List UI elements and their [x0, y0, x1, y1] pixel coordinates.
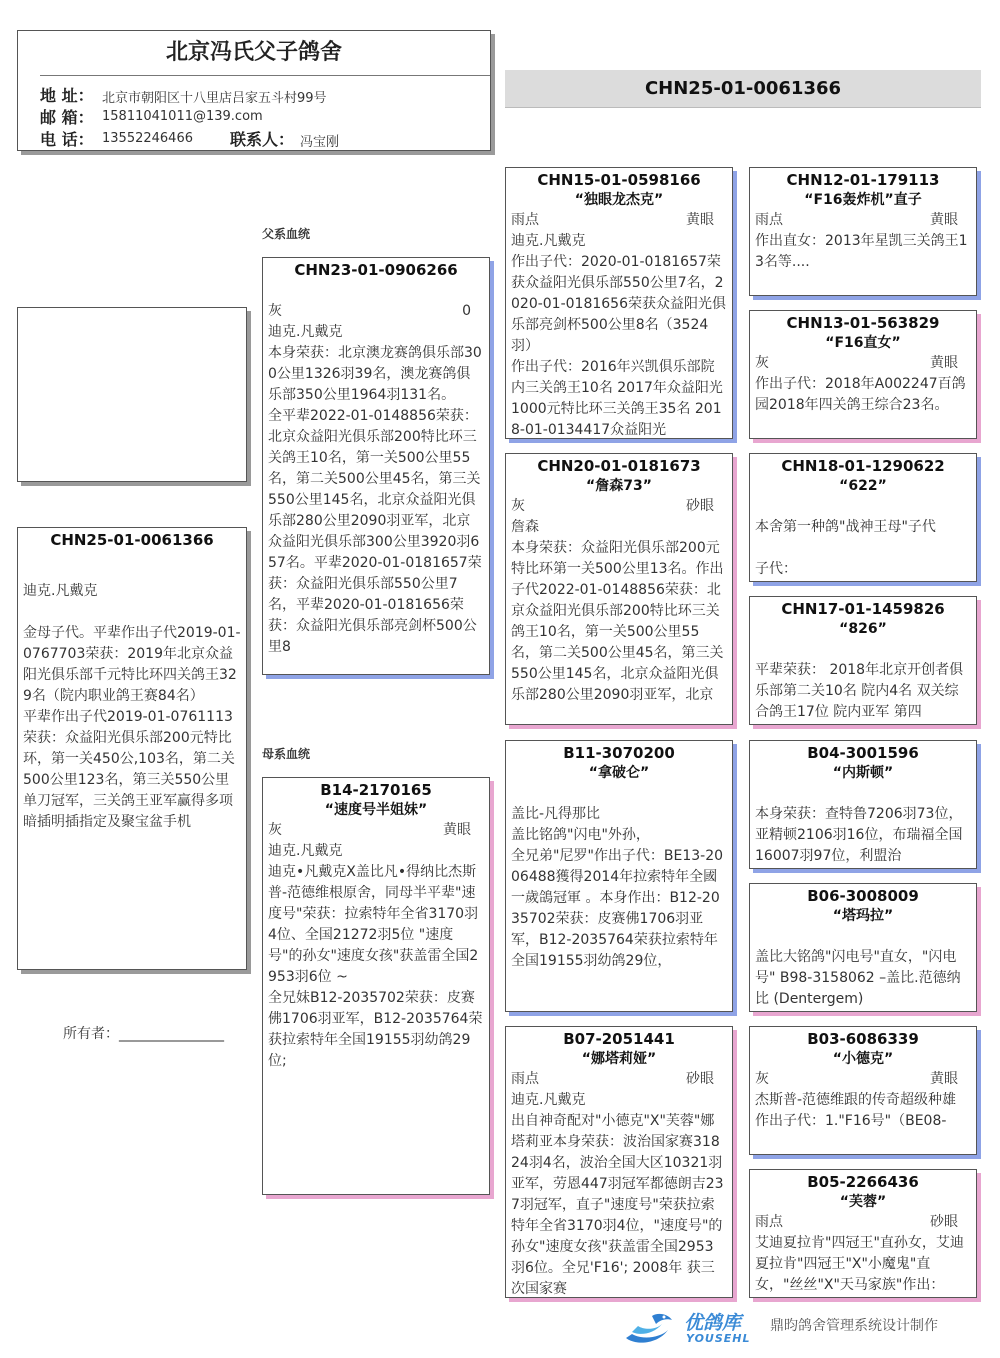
- ss-color: 雨点: [511, 212, 539, 228]
- dss-notes: 本身荣获：查特鲁7206羽73位，亚精顿2106羽16位，布瑞福全国16007羽97位，利盟治: [755, 806, 963, 864]
- sire-sire-card[interactable]: [505, 167, 733, 439]
- ddd-card[interactable]: [749, 1169, 977, 1298]
- ss-ring: CHN15-01-0598166: [537, 171, 701, 189]
- dd-color-eye: [506, 1069, 732, 1090]
- phone-value: 13552246466: [102, 131, 193, 146]
- sire-card[interactable]: [262, 257, 490, 675]
- loft-info-card: [17, 30, 491, 151]
- sd-name: “詹森73”: [586, 478, 652, 494]
- dd-notes: 出自神奇配对"小德克"X"芙蓉"娜塔莉亚本身荣获：波治国家赛31824羽4名，波治全国大区10321羽亚军，劳恩447羽冠军都德朗吉237羽冠军，直子"速度号"荣获拉索特年全省3170羽4位，"速度号"的孙女"速度女孩"获盖雷全国2953羽6位。全兄'F16'; 2008年 获三次国家赛: [511, 1113, 724, 1297]
- dd-ring: B07-2051441: [563, 1030, 675, 1048]
- sds-notes-1: 本舍第一种鸽"战神王母"子代: [755, 519, 936, 535]
- sdd-ring: CHN17-01-1459826: [781, 600, 945, 618]
- sds-name: “622”: [839, 478, 887, 494]
- yousehl-logo-icon: [618, 1308, 678, 1348]
- address-label: 地 址：: [40, 86, 94, 105]
- sire-notes: 本身荣获：北京澳龙赛鸽俱乐部300公里1326羽39名，澳龙赛鸽俱乐部350公里1964羽131名。 全平辈2022-01-0148856荣获：北京众益阳光俱乐部200特比环三关鸽王10名，第一关500公里55名，第二关500公里45名，第三关550公里145名，北京众益阳光俱乐部280公里2090羽亚军，北京众益阳光俱乐部300公里3920羽657名。平辈2020-01-0181657荣获：众益阳光俱乐部550公里7名，平辈2020-01-0181656荣获：众益阳光俱乐部亮剑杯500公里8: [268, 345, 482, 655]
- sd-color: 灰: [511, 498, 525, 514]
- phone-label: 电 话：: [40, 130, 94, 149]
- pigeon-id-banner: CHN25-01-0061366: [505, 70, 981, 108]
- ds-ring: B11-3070200: [563, 744, 675, 762]
- ddd-color: 雨点: [755, 1214, 783, 1230]
- sds-notes-2: 子代：: [755, 561, 797, 577]
- ds-name: “拿破仑”: [588, 765, 650, 781]
- sdd-name: “826”: [839, 621, 887, 637]
- dd-eye: 砂眼: [686, 1071, 714, 1087]
- footer-credit: 鼎昀鸽舍管理系统设计制作: [770, 1318, 938, 1334]
- subject-card[interactable]: [17, 527, 247, 970]
- sire-ring: CHN23-01-0906266: [294, 261, 458, 279]
- dds-color: 灰: [755, 1071, 769, 1087]
- sd-ring: CHN20-01-0181673: [537, 457, 701, 475]
- sd-notes: 本身荣获：众益阳光俱乐部200元特比环第一关500公里13名。作出子代2022-01-0148856荣获：北京众益阳光俱乐部200特比环三关鸽王10名，第一关500公里55名，第二关500公里45名，第三关550公里145名，北京众益阳光俱乐部280公里2090羽亚军，北京: [511, 540, 724, 703]
- ddd-notes: 艾迪夏拉肯"四冠王"直孙女，艾迪夏拉肯"四冠王"X"小魔鬼"直女，"丝丝"X"天马家族"作出：: [755, 1235, 964, 1293]
- dds-name: “小德克”: [832, 1051, 894, 1067]
- sss-card[interactable]: [749, 167, 977, 296]
- dam-dam-card[interactable]: [505, 1026, 733, 1298]
- dss-name: “内斯顿”: [832, 765, 894, 781]
- sds-card[interactable]: [749, 453, 977, 582]
- dam-eye: 黄眼: [443, 822, 471, 838]
- sds-ring: CHN18-01-1290622: [781, 457, 945, 475]
- ssd-name: “F16直女”: [825, 335, 901, 351]
- sss-ring: CHN12-01-179113: [786, 171, 940, 189]
- ssd-notes: 作出子代：2018年A002247百鸽园2018年四关鸽王综合23名。: [755, 376, 966, 413]
- dd-strain: 迪克.凡戴克: [511, 1092, 586, 1108]
- ss-color-eye: [506, 210, 732, 231]
- dss-ring: B04-3001596: [807, 744, 919, 762]
- dam-ring: B14-2170165: [320, 781, 432, 799]
- subject-notes: 金母子代。平辈作出子代2019-01-0767703荣获：2019年北京众益阳光俱乐部千元特比环四关鸽王329名（院内职业鸽王赛84名） 平辈作出子代2019-01-0761113荣获：众益阳光俱乐部200元特比环，第一关450公,103名，第二关500公里123名，第三关550公里单刀冠军，三关鸽王亚军赢得多项暗插明插指定及聚宝盆手机: [23, 625, 241, 830]
- sire-line-label: 父系血统: [262, 227, 311, 241]
- sire-color: 灰: [268, 303, 282, 319]
- ss-eye: 黄眼: [686, 212, 714, 228]
- ssd-color: 灰: [755, 355, 769, 371]
- dds-notes: 杰斯普-范德维跟的传奇超级种雄 作出子代：1."F16号"（BE08-: [755, 1092, 957, 1129]
- dam-card[interactable]: [262, 777, 490, 1195]
- ddd-name: “芙蓉”: [839, 1194, 887, 1210]
- dsd-name: “塔玛拉”: [832, 908, 894, 924]
- dds-card[interactable]: [749, 1026, 977, 1155]
- sd-eye: 砂眼: [686, 498, 714, 514]
- dam-line-label: 母系血统: [262, 747, 311, 761]
- ssd-card[interactable]: [749, 310, 977, 439]
- dam-strain: 迪克.凡戴克: [268, 843, 343, 859]
- ds-notes: 盖比铭鸽"闪电"外孙， 全兄弟"尼罗"作出子代：BE13-2006488獲得2014年拉索特年全國一歲鴿冠軍 。本身作出：B12-2035702荣获：皮赛佛1706羽亚军，B12-2035764荣获拉索特年全国19155羽幼鸽29位，: [511, 827, 724, 969]
- dds-color-eye: [750, 1069, 976, 1090]
- dsd-notes: 盖比大铭鸽"闪电号"直女，"闪电号" B98-3158062 –盖比.范德纳比 (Dentergem): [755, 949, 961, 1007]
- dds-ring: B03-6086339: [807, 1030, 919, 1048]
- dam-color: 灰: [268, 822, 282, 838]
- sire-color-eye: [263, 301, 489, 322]
- subject-strain: 迪克.凡戴克: [23, 583, 98, 599]
- sss-color: 雨点: [755, 212, 783, 228]
- contact-label: 联系人：: [230, 130, 295, 149]
- pigeon-photo-placeholder[interactable]: [17, 307, 247, 482]
- sd-strain: 詹森: [511, 519, 539, 535]
- dam-color-eye: [263, 820, 489, 841]
- logo-en: YOUSEHL: [686, 1332, 751, 1345]
- ss-notes: 作出子代：2020-01-0181657荣获众益阳光俱乐部550公里7名，2020-01-0181656荣获众益阳光俱乐部亮剑杯500公里8名（3524羽） 作出子代：2016年兴凯俱乐部院内三关鸽王10名 2017年众益阳光1000元特比环三关鸽王35名 2018-01-0134417众益阳光: [511, 254, 726, 438]
- ssd-color-eye: [750, 353, 976, 374]
- dam-name: “速度号半姐妹”: [324, 802, 428, 818]
- sss-color-eye: [750, 210, 976, 231]
- dsd-ring: B06-3008009: [807, 887, 919, 905]
- owner-field: 所有者：_______________: [63, 1026, 224, 1042]
- loft-name: 北京冯氏父子鸽舍: [165, 40, 342, 65]
- dsd-card[interactable]: [749, 883, 977, 1012]
- sss-notes: 作出直女：2013年星凯三关鸽王13名等....: [755, 233, 968, 270]
- dam-notes: 迪克•凡戴克X盖比凡•得纳比杰斯普-范德维根原舍，同母半平辈"速度号"荣获：拉索特年全省3170羽4位、全国21272羽5位 "速度号"的孙女"速度女孩"获盖雷全国2953羽6位 ~ 全兄妹B12-2035702荣获：皮赛佛1706羽亚军，B12-2035764荣获拉索特年全国19155羽幼鸽29位;: [268, 864, 483, 1069]
- email-value: 15811041011@139.com: [102, 109, 263, 124]
- sss-eye: 黄眼: [930, 212, 958, 228]
- dd-color: 雨点: [511, 1071, 539, 1087]
- sd-color-eye: [506, 496, 732, 517]
- dam-sire-card[interactable]: [505, 740, 733, 1012]
- ss-name: “独眼龙杰克”: [574, 192, 664, 208]
- dds-eye: 黄眼: [930, 1071, 958, 1087]
- ddd-ring: B05-2266436: [807, 1173, 919, 1191]
- ssd-eye: 黄眼: [930, 355, 958, 371]
- sire-dam-card[interactable]: [505, 453, 733, 725]
- address-value: 北京市朝阳区十八里店吕家五斗村99号: [102, 91, 327, 106]
- ds-strain: 盖比-凡得那比: [511, 806, 601, 822]
- contact-value: 冯宝刚: [300, 135, 340, 150]
- ss-strain: 迪克.凡戴克: [511, 233, 586, 249]
- ddd-color-eye: [750, 1212, 976, 1233]
- header-divider: [40, 75, 490, 76]
- sdd-card[interactable]: [749, 596, 977, 725]
- subject-ring: CHN25-01-0061366: [50, 531, 214, 549]
- sire-eye: 0: [462, 303, 471, 319]
- sire-strain: 迪克.凡戴克: [268, 324, 343, 340]
- sdd-notes: 平辈荣获： 2018年北京开创者俱乐部第二关10名 院内4名 双关综合鸽王17位 院内亚军 第四: [755, 662, 964, 720]
- email-label: 邮 箱：: [40, 108, 94, 127]
- ddd-eye: 砂眼: [930, 1214, 958, 1230]
- dd-name: “娜塔莉娅”: [581, 1051, 657, 1067]
- sss-name: “F16轰炸机”直子: [804, 192, 922, 208]
- logo-cn: 优鸽库: [684, 1312, 742, 1334]
- dss-card[interactable]: [749, 740, 977, 869]
- ssd-ring: CHN13-01-563829: [786, 314, 940, 332]
